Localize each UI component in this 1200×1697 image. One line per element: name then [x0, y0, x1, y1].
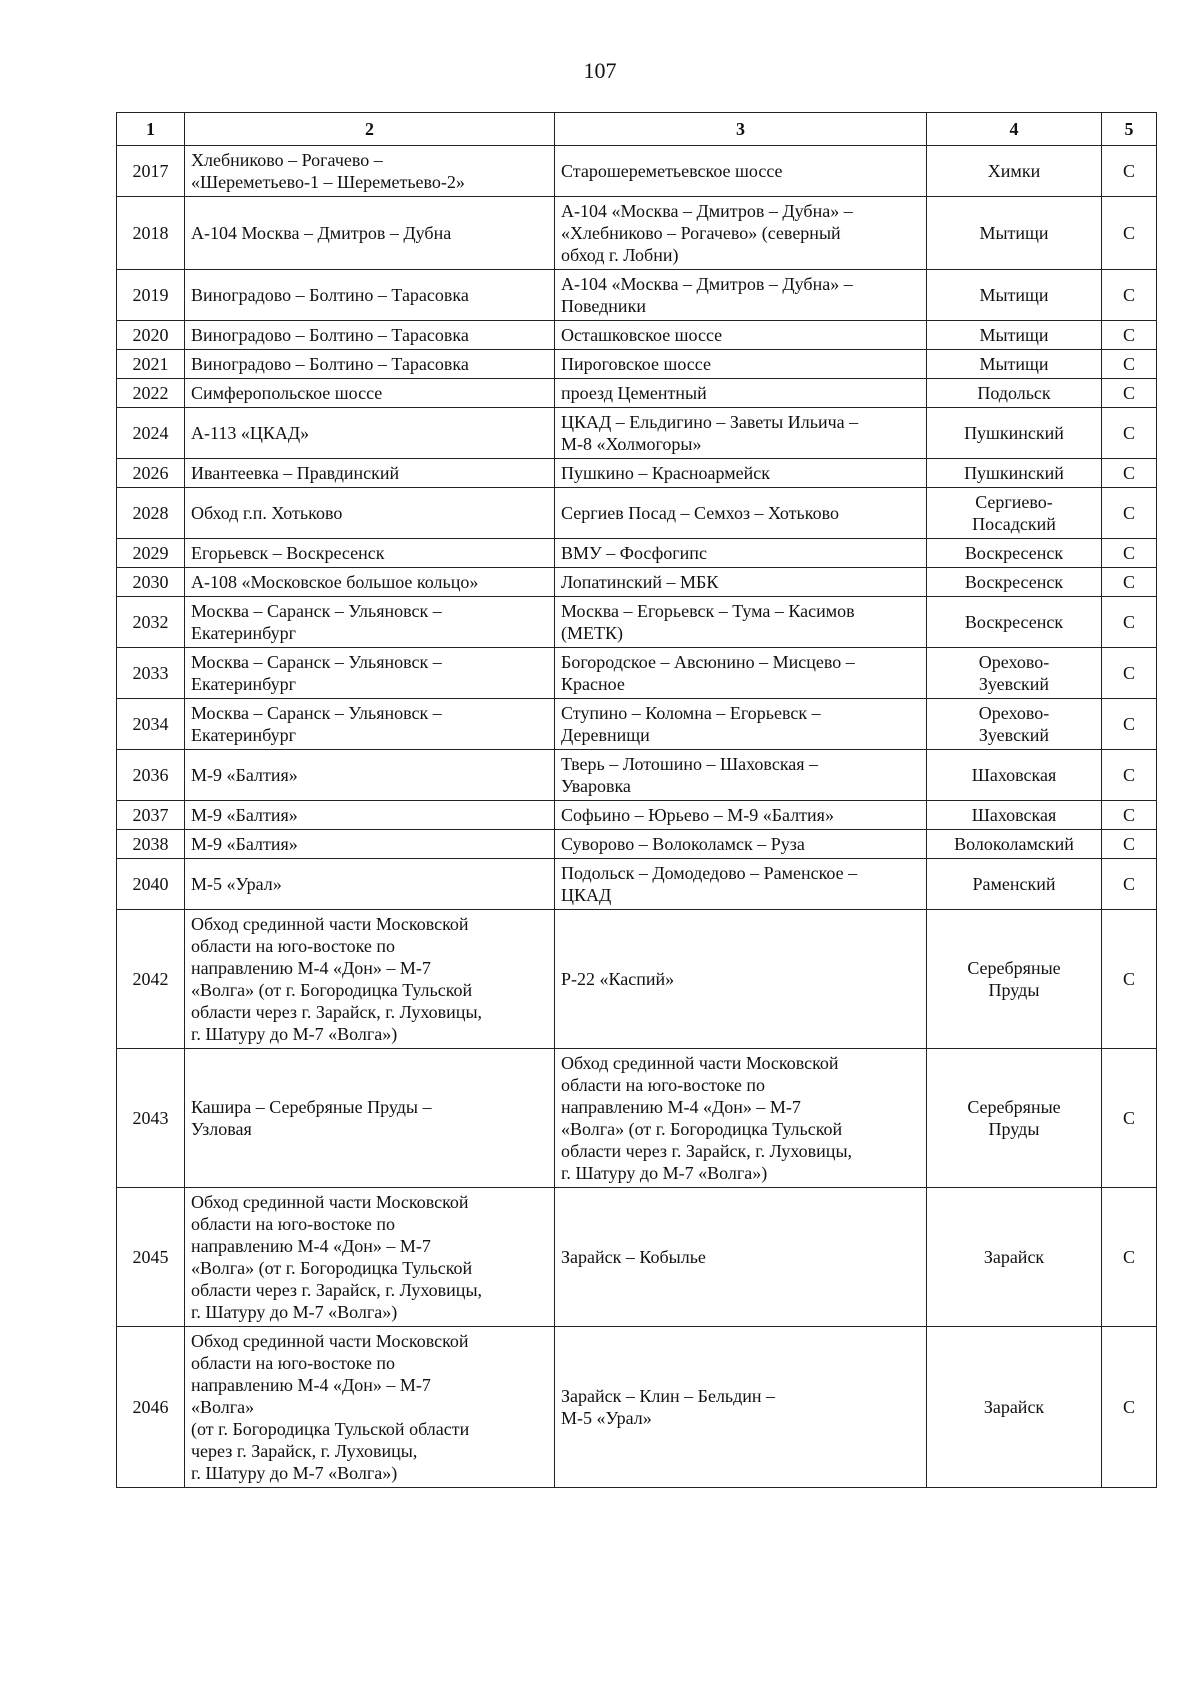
table-row	[117, 350, 1157, 379]
row-number-cell: 2033	[117, 648, 185, 699]
category-cell: С	[1102, 597, 1157, 648]
district-cell: Пушкинский	[927, 459, 1102, 488]
road-to-cell: Лопатинский – МБК	[555, 568, 927, 597]
row-number-cell: 2038	[117, 830, 185, 859]
road-from-cell: Москва – Саранск – Ульяновск – Екатеринбург	[185, 699, 555, 750]
row-number-cell: 2036	[117, 750, 185, 801]
row-number-cell: 2034	[117, 699, 185, 750]
road-to-cell: Суворово – Волоколамск – Руза	[555, 830, 927, 859]
road-from-cell: А-104 Москва – Дмитров – Дубна	[185, 197, 555, 270]
district-cell: Воскресенск	[927, 568, 1102, 597]
road-to-cell: проезд Цементный	[555, 379, 927, 408]
table-row	[117, 699, 1157, 750]
road-to-cell: Пироговское шоссе	[555, 350, 927, 379]
road-to-cell: А-104 «Москва – Дмитров – Дубна» – «Хлебниково – Рогачево» (северный обход г. Лобни)	[555, 197, 927, 270]
header-col-4: 4	[927, 113, 1102, 146]
header-col-1: 1	[117, 113, 185, 146]
road-from-cell: Егорьевск – Воскресенск	[185, 539, 555, 568]
table-row	[117, 270, 1157, 321]
road-to-cell: ЦКАД – Ельдигино – Заветы Ильича – М-8 «Холмогоры»	[555, 408, 927, 459]
district-cell: Подольск	[927, 379, 1102, 408]
category-cell: С	[1102, 1327, 1157, 1488]
category-cell: С	[1102, 568, 1157, 597]
district-cell: Мытищи	[927, 197, 1102, 270]
category-cell: С	[1102, 750, 1157, 801]
road-to-cell: Подольск – Домодедово – Раменское – ЦКАД	[555, 859, 927, 910]
row-number-cell: 2045	[117, 1188, 185, 1327]
district-cell: Сергиево- Посадский	[927, 488, 1102, 539]
table-row	[117, 488, 1157, 539]
row-number-cell: 2042	[117, 910, 185, 1049]
row-number-cell: 2046	[117, 1327, 185, 1488]
category-cell: С	[1102, 859, 1157, 910]
road-from-cell: Обход г.п. Хотьково	[185, 488, 555, 539]
header-col-2: 2	[185, 113, 555, 146]
table-row	[117, 859, 1157, 910]
category-cell: С	[1102, 146, 1157, 197]
category-cell: С	[1102, 648, 1157, 699]
table-row	[117, 408, 1157, 459]
header-row	[117, 113, 1157, 146]
table-row	[117, 146, 1157, 197]
road-from-cell: М-5 «Урал»	[185, 859, 555, 910]
row-number-cell: 2020	[117, 321, 185, 350]
district-cell: Пушкинский	[927, 408, 1102, 459]
road-from-cell: Ивантеевка – Правдинский	[185, 459, 555, 488]
road-from-cell: Обход срединной части Московской области на юго-востоке по направлению М-4 «Дон» – М-7 «Волга» (от г. Богородицка Тульской области через г. Зарайск, г. Луховицы, г. Шатуру до М-7 «Волга»)	[185, 1188, 555, 1327]
road-to-cell: Тверь – Лотошино – Шаховская – Уваровка	[555, 750, 927, 801]
category-cell: С	[1102, 270, 1157, 321]
table-row	[117, 1327, 1157, 1488]
road-to-cell: Сергиев Посад – Семхоз – Хотьково	[555, 488, 927, 539]
category-cell: С	[1102, 699, 1157, 750]
road-to-cell: Москва – Егорьевск – Тума – Касимов (МЕТК)	[555, 597, 927, 648]
table-row	[117, 750, 1157, 801]
road-from-cell: А-113 «ЦКАД»	[185, 408, 555, 459]
district-cell: Шаховская	[927, 750, 1102, 801]
district-cell: Шаховская	[927, 801, 1102, 830]
row-number-cell: 2030	[117, 568, 185, 597]
row-number-cell: 2028	[117, 488, 185, 539]
table-row	[117, 568, 1157, 597]
category-cell: С	[1102, 1188, 1157, 1327]
district-cell: Воскресенск	[927, 539, 1102, 568]
category-cell: С	[1102, 801, 1157, 830]
row-number-cell: 2029	[117, 539, 185, 568]
district-cell: Мытищи	[927, 321, 1102, 350]
road-to-cell: Софьино – Юрьево – М-9 «Балтия»	[555, 801, 927, 830]
district-cell: Химки	[927, 146, 1102, 197]
road-to-cell: Старошереметьевское шоссе	[555, 146, 927, 197]
district-cell: Воскресенск	[927, 597, 1102, 648]
table-row	[117, 597, 1157, 648]
district-cell: Волоколамский	[927, 830, 1102, 859]
table-row	[117, 830, 1157, 859]
road-to-cell: Пушкино – Красноармейск	[555, 459, 927, 488]
row-number-cell: 2037	[117, 801, 185, 830]
row-number-cell: 2022	[117, 379, 185, 408]
road-to-cell: А-104 «Москва – Дмитров – Дубна» – Поведники	[555, 270, 927, 321]
row-number-cell: 2043	[117, 1049, 185, 1188]
category-cell: С	[1102, 321, 1157, 350]
road-from-cell: Кашира – Серебряные Пруды – Узловая	[185, 1049, 555, 1188]
table-row	[117, 379, 1157, 408]
table-row	[117, 801, 1157, 830]
road-from-cell: Хлебниково – Рогачево – «Шереметьево-1 – Шереметьево-2»	[185, 146, 555, 197]
road-from-cell: М-9 «Балтия»	[185, 750, 555, 801]
district-cell: Раменский	[927, 859, 1102, 910]
table-row	[117, 539, 1157, 568]
district-cell: Серебряные Пруды	[927, 1049, 1102, 1188]
road-to-cell: Осташковское шоссе	[555, 321, 927, 350]
table-row	[117, 1188, 1157, 1327]
table-body	[117, 146, 1157, 1488]
district-cell: Зарайск	[927, 1188, 1102, 1327]
category-cell: С	[1102, 459, 1157, 488]
district-cell: Мытищи	[927, 350, 1102, 379]
road-from-cell: Москва – Саранск – Ульяновск – Екатеринбург	[185, 648, 555, 699]
row-number-cell: 2018	[117, 197, 185, 270]
table-row	[117, 459, 1157, 488]
category-cell: С	[1102, 539, 1157, 568]
category-cell: С	[1102, 197, 1157, 270]
category-cell: С	[1102, 488, 1157, 539]
road-from-cell: Обход срединной части Московской области на юго-востоке по направлению М-4 «Дон» – М-7 «Волга» (от г. Богородицка Тульской области через г. Зарайск, г. Луховицы, г. Шатуру до М-7 «Волга»)	[185, 1327, 555, 1488]
roads-table	[116, 112, 1157, 1488]
road-from-cell: Виноградово – Болтино – Тарасовка	[185, 321, 555, 350]
row-number-cell: 2032	[117, 597, 185, 648]
header-col-3: 3	[555, 113, 927, 146]
road-from-cell: М-9 «Балтия»	[185, 801, 555, 830]
category-cell: С	[1102, 379, 1157, 408]
category-cell: С	[1102, 350, 1157, 379]
row-number-cell: 2021	[117, 350, 185, 379]
table-row	[117, 1049, 1157, 1188]
row-number-cell: 2040	[117, 859, 185, 910]
road-to-cell: Богородское – Авсюнино – Мисцево – Красное	[555, 648, 927, 699]
table-row	[117, 910, 1157, 1049]
category-cell: С	[1102, 910, 1157, 1049]
road-from-cell: Виноградово – Болтино – Тарасовка	[185, 270, 555, 321]
category-cell: С	[1102, 1049, 1157, 1188]
district-cell: Зарайск	[927, 1327, 1102, 1488]
road-from-cell: А-108 «Московское большое кольцо»	[185, 568, 555, 597]
district-cell: Орехово- Зуевский	[927, 648, 1102, 699]
category-cell: С	[1102, 408, 1157, 459]
road-from-cell: Виноградово – Болтино – Тарасовка	[185, 350, 555, 379]
road-from-cell: Москва – Саранск – Ульяновск – Екатеринбург	[185, 597, 555, 648]
header-col-5: 5	[1102, 113, 1157, 146]
row-number-cell: 2024	[117, 408, 185, 459]
table-row	[117, 321, 1157, 350]
table-row	[117, 648, 1157, 699]
district-cell: Орехово- Зуевский	[927, 699, 1102, 750]
table-row	[117, 197, 1157, 270]
district-cell: Серебряные Пруды	[927, 910, 1102, 1049]
district-cell: Мытищи	[927, 270, 1102, 321]
row-number-cell: 2017	[117, 146, 185, 197]
road-from-cell: Симферопольское шоссе	[185, 379, 555, 408]
row-number-cell: 2019	[117, 270, 185, 321]
road-to-cell: Ступино – Коломна – Егорьевск – Деревнищи	[555, 699, 927, 750]
page-number: 107	[583, 58, 617, 83]
road-from-cell: М-9 «Балтия»	[185, 830, 555, 859]
road-to-cell: Р-22 «Каспий»	[555, 910, 927, 1049]
category-cell: С	[1102, 830, 1157, 859]
road-to-cell: Зарайск – Клин – Бельдин – М-5 «Урал»	[555, 1327, 927, 1488]
road-to-cell: Обход срединной части Московской области на юго-востоке по направлению М-4 «Дон» – М-7 «Волга» (от г. Богородицка Тульской области через г. Зарайск, г. Луховицы, г. Шатуру до М-7 «Волга»)	[555, 1049, 927, 1188]
road-to-cell: ВМУ – Фосфогипс	[555, 539, 927, 568]
row-number-cell: 2026	[117, 459, 185, 488]
road-to-cell: Зарайск – Кобылье	[555, 1188, 927, 1327]
road-from-cell: Обход срединной части Московской области на юго-востоке по направлению М-4 «Дон» – М-7 «Волга» (от г. Богородицка Тульской области через г. Зарайск, г. Луховицы, г. Шатуру до М-7 «Волга»)	[185, 910, 555, 1049]
